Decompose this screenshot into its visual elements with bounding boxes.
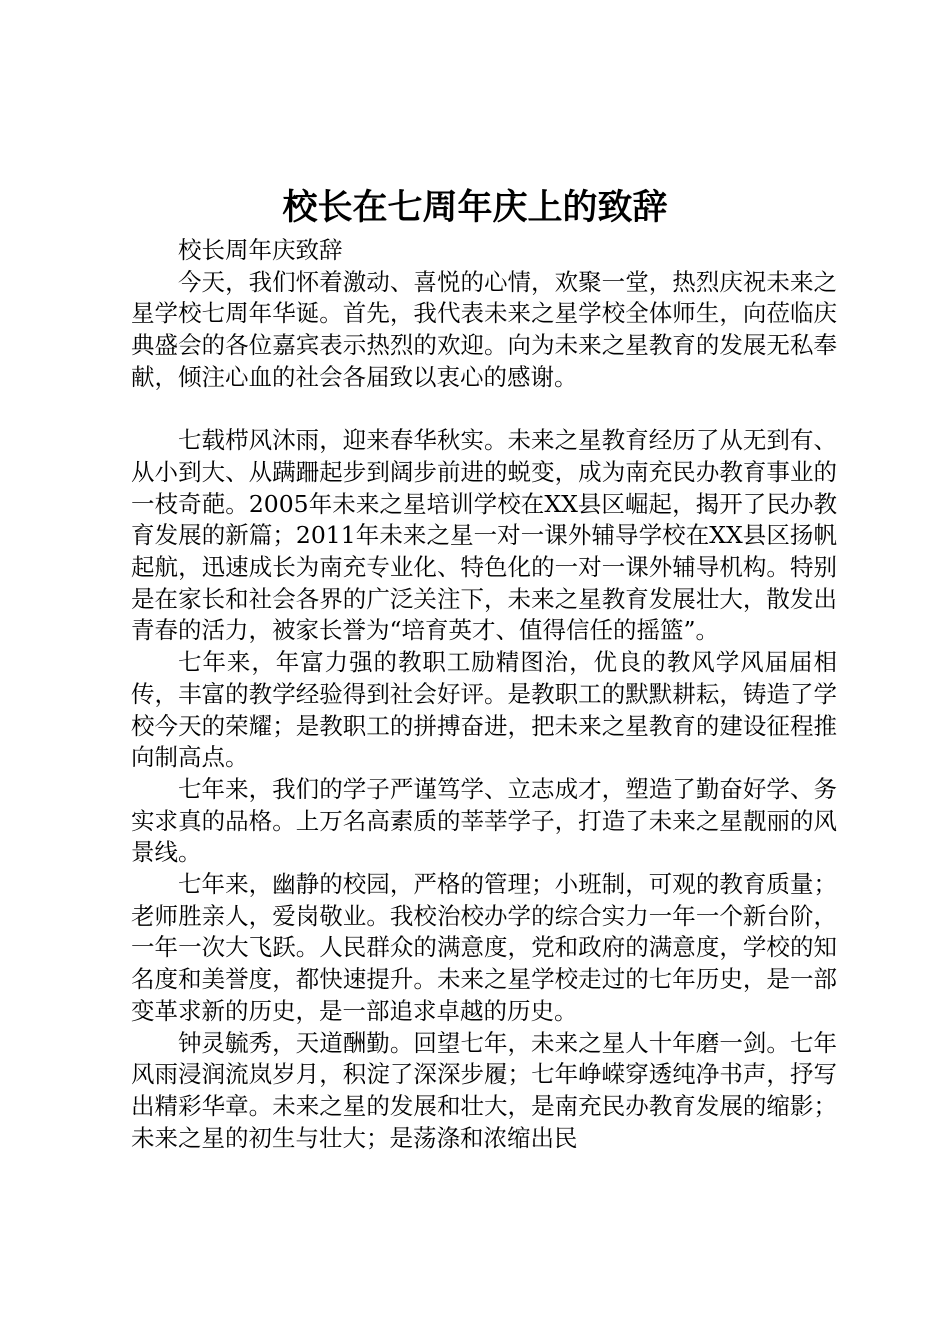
paragraph-history: 七载栉风沐雨，迎来春华秋实。未来之星教育经历了从无到有、从小到大、从蹒跚起步到阔步前进的蜕变，成为南充民办教育事业的一枝奇葩。2005年未来之星培训学校在XX县区崛起，揭开了民办教育发展的新篇；2011年未来之星一对一课外辅导学校在XX县区扬帆起航，迅速成长为南充专业化、特色化的一对一课外辅导机构。特别是在家长和社会各界的广泛关注下，未来之星教育发展壮大，散发出青春的活力，被家长誉为“培育英才、值得信任的摇篮”。 [131,426,837,645]
document-body [131,235,837,1154]
paragraph-students: 七年来，我们的学子严谨笃学、立志成才，塑造了勤奋好学、务实求真的品格。上万名高素质的莘莘学子，打造了未来之星靓丽的风景线。 [131,774,837,867]
paragraph-subtitle: 校长周年庆致辞 [178,236,343,264]
document-title: 校长在七周年庆上的致辞 [282,187,668,228]
paragraph-retrospect: 钟灵毓秀，天道酬勤。回望七年，未来之星人十年磨一剑。七年风雨浸润流岚岁月，积淀了深深步履；七年峥嵘穿透纯净书声，抒写出精彩华章。未来之星的发展和壮大，是南充民办教育发展的缩影；未来之星的初生与壮大；是荡涤和浓缩出民 [131,1028,837,1152]
paragraph-staff: 七年来，年富力强的教职工励精图治，优良的教风学风届届相传，丰富的教学经验得到社会好评。是教职工的默默耕耘，铸造了学校今天的荣耀；是教职工的拼搏奋进，把未来之星教育的建设征程推向制高点。 [131,648,837,772]
paragraph-campus: 七年来，幽静的校园，严格的管理；小班制，可观的教育质量；老师胜亲人，爱岗敬业。我校治校办学的综合实力一年一个新台阶，一年一次大飞跃。人民群众的满意度，党和政府的满意度，学校的知名度和美誉度，都快速提升。未来之星学校走过的七年历史，是一部变革求新的历史，是一部追求卓越的历史。 [131,870,837,1025]
paragraph-opening: 今天，我们怀着激动、喜悦的心情，欢聚一堂，热烈庆祝未来之星学校七周年华诞。首先，我代表未来之星学校全体师生，向莅临庆典盛会的各位嘉宾表示热烈的欢迎。向为未来之星教育的发展无私奉献，倾注心血的社会各届致以衷心的感谢。 [131,267,837,391]
